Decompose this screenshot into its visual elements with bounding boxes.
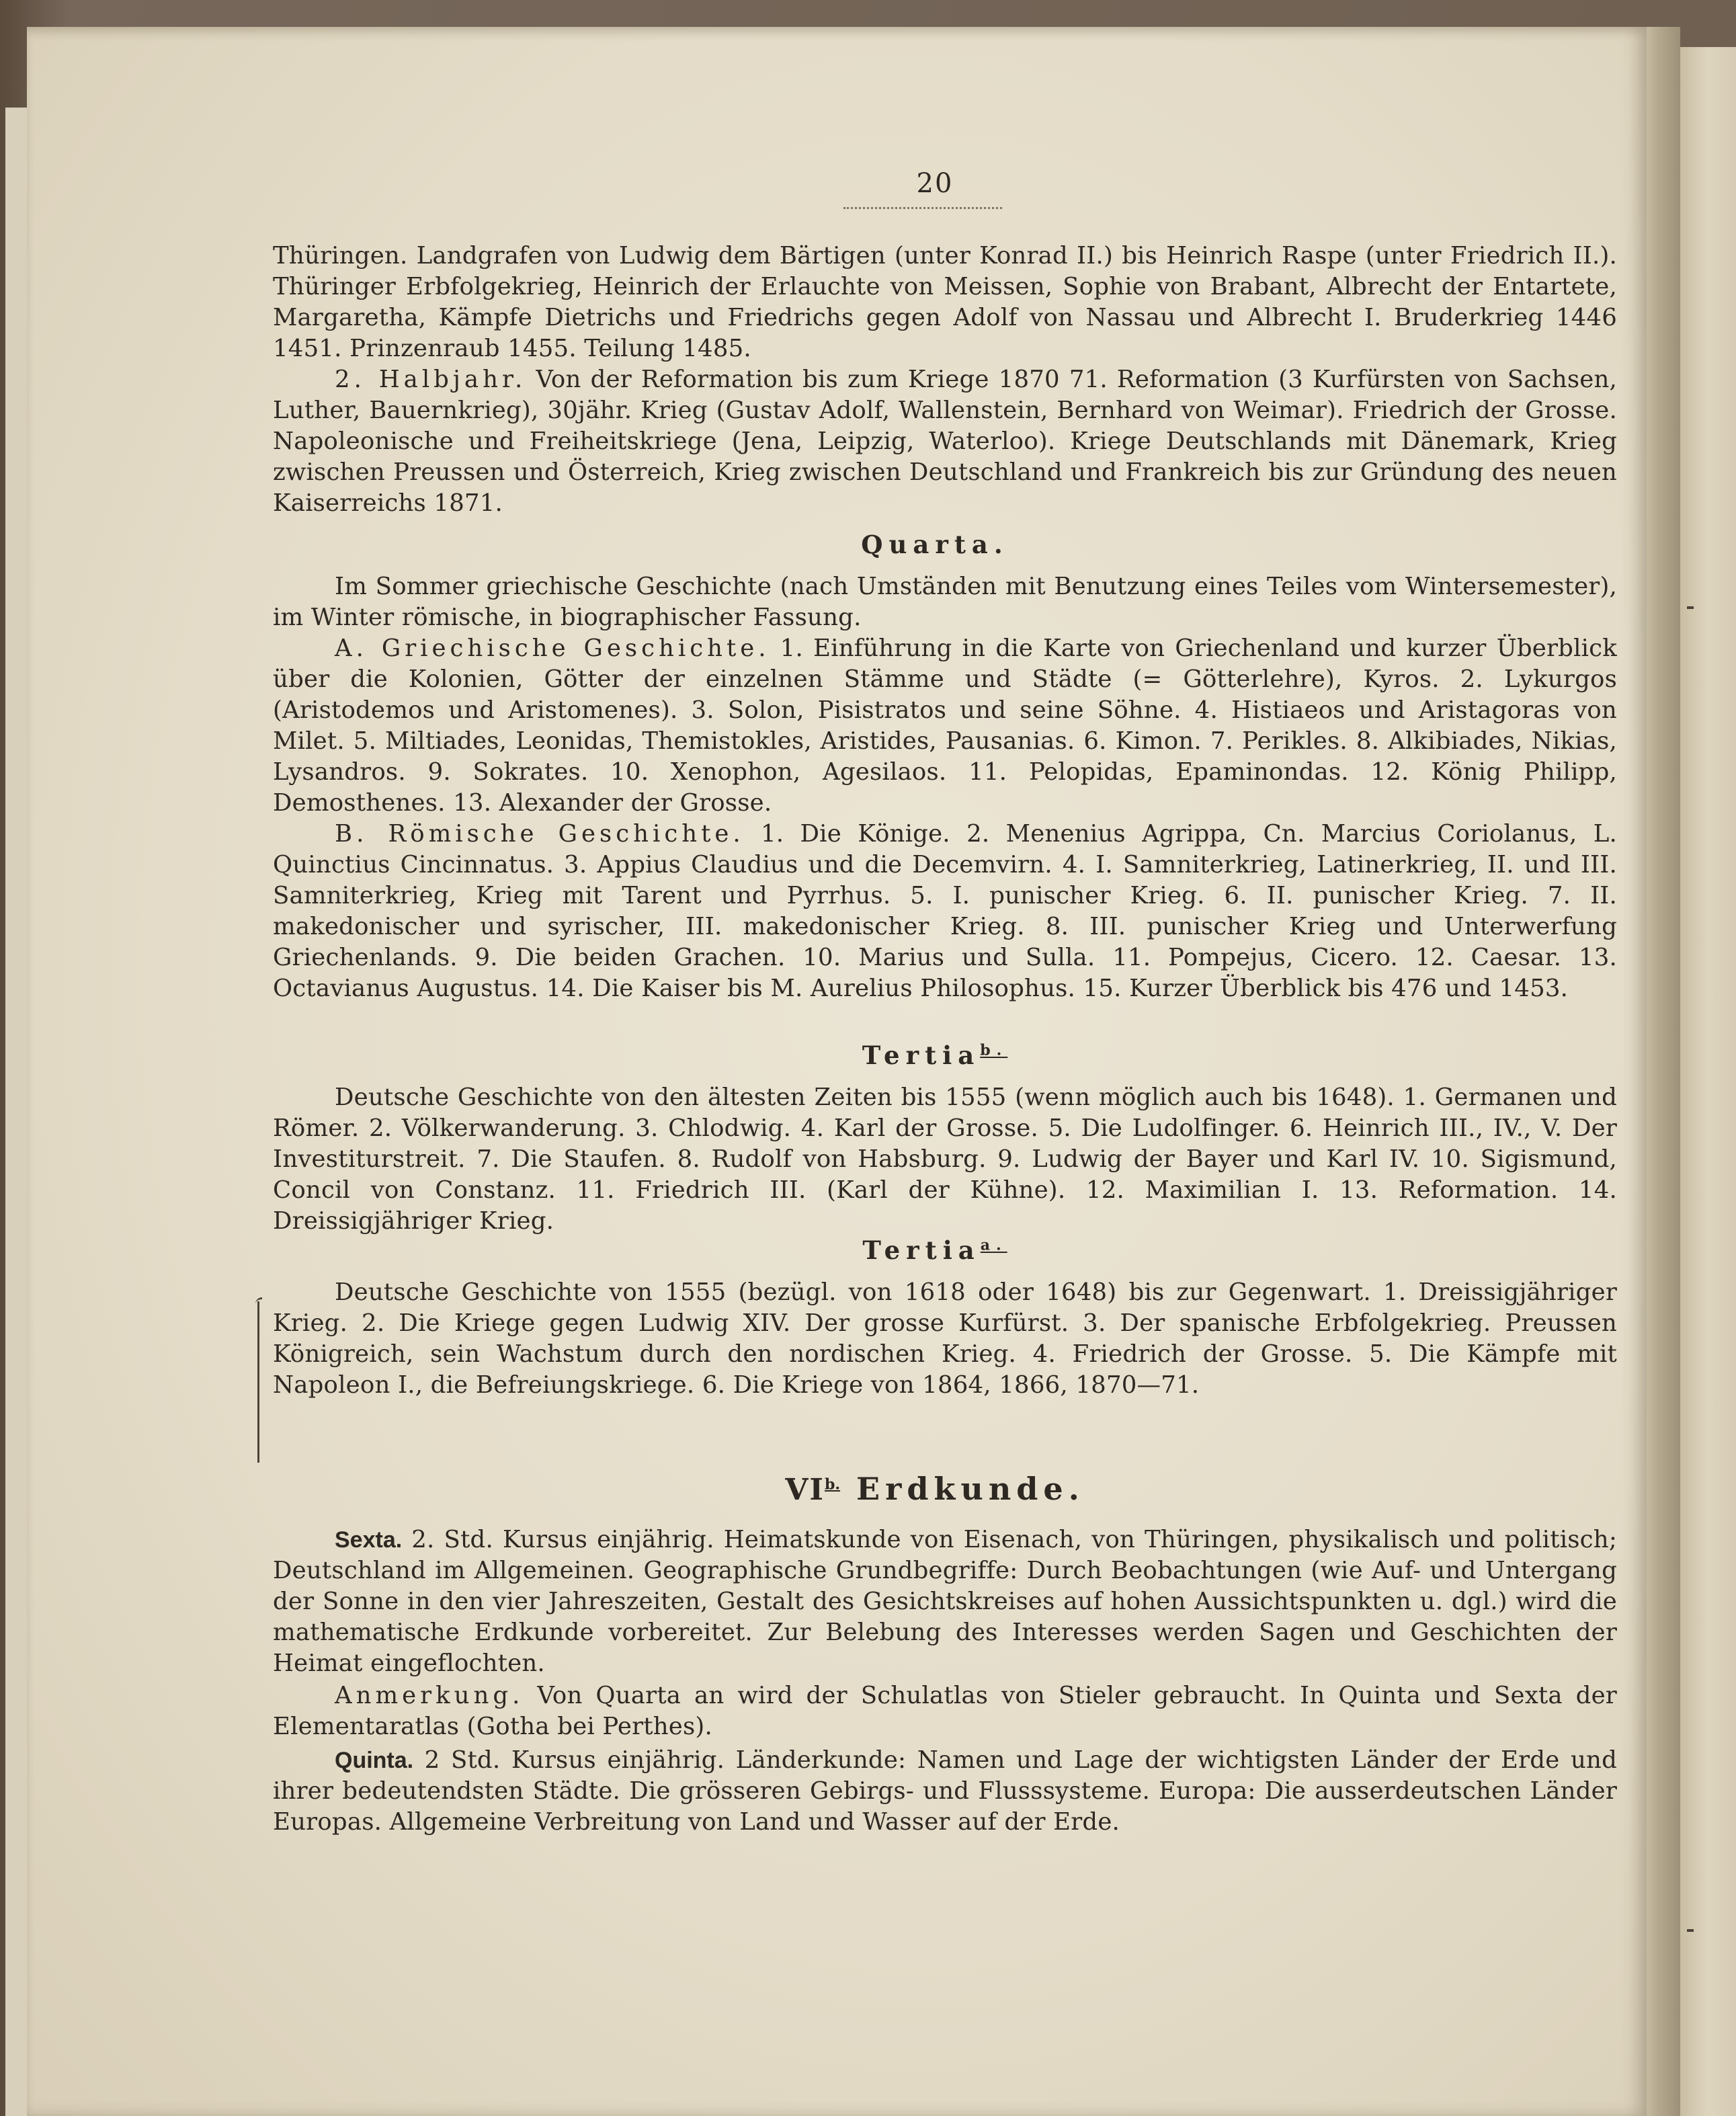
griechisch-text: 1. Einführung in die Karte von Griechenland und kurzer Überblick über die Kolonien, Götter der einzelnen Stämme und Städte (= Götterlehre), Kyros. 2. Lykurgos (Aristodemos und Aristomenes). 3. Solon, Pisistratos und seine Söhne. 4. Histiaeos und Aristagoras von Milet. 5. Miltiades, Leonidas, Themistokles, Aristides, Pausanias. 6. Kimon. 7. Perikles. 8. Alkibiades, Nikias, Lysandros. 9. Sokrates. 10. Xenophon, Agesilaos. 11. Pelopidas, Epaminondas. 12. König Philipp, Demosthenes. 13. Alexander der Grosse.	[273, 635, 1617, 817]
document-page	[27, 27, 1647, 2116]
margin-pencil-line	[257, 1301, 259, 1463]
sexta-text: 2. Std. Kursus einjährig. Heimatskunde von Eisenach, von Thüringen, physikalisch und politisch; Deutschland im Allgemeinen. Geographische Grundbegriffe: Durch Beobachtungen (wie Auf- und Untergang der Sonne in den vier Jahreszeiten, Gestalt des Gesichtskreises auf hohen Aussichtspunkten u. dgl.) wird die mathematische Erdkunde vorbereitet. Zur Belebung des Interesses werden Sagen und Geschichten der Heimat eingeflochten.	[273, 1526, 1617, 1677]
sexta-lead: Sexta.	[335, 1527, 403, 1553]
roemisch-text: 1. Die Könige. 2. Menenius Agrippa, Cn. Marcius Coriolanus, L. Quinctius Cincinnatus. 3. Appius Claudius und die Decemvirn. 4. I. Samniterkrieg, Latinerkrieg, II. und III. Samniterkrieg, Krieg mit Tarent und Pyrrhus. 5. I. punischer Krieg. 6. II. punischer Krieg. 7. II. makedonischer und syrischer, III. makedonischer Krieg. 8. III. punischer Krieg und Unterwerfung Griechenlands. 9. Die beiden Grachen. 10. Marius und Sulla. 11. Pompejus, Cicero. 12. Caesar. 13. Octavianus Augustus. 14. Die Kaiser bis M. Aurelius Philosophus. 15. Kurzer Überblick bis 476 und 1453.	[273, 820, 1617, 1002]
quinta-text: 2 Std. Kursus einjährig. Länderkunde: Namen und Lage der wichtigsten Länder der Erde und ihrer bedeutendsten Städte. Die grösseren Gebirgs- und Flusssysteme. Europa: Die ausserdeutschen Länder Europas. Allgemeine Verbreitung von Land und Wasser auf der Erde.	[273, 1746, 1617, 1836]
paragraph-quinta	[273, 1745, 1617, 1838]
paragraph-tertia-b: Deutsche Geschichte von den ältesten Zeiten bis 1555 (wenn möglich auch bis 1648). 1. Germanen und Römer. 2. Völkerwanderung. 3. Chlodwig. 4. Karl der Grosse. 5. Die Ludolfinger. 6. Heinrich III., IV., V. Der Investiturstreit. 7. Die Staufen. 8. Rudolf von Habsburg. 9. Ludwig der Bayer und Karl IV. 10. Sigismund, Concil von Constanz. 11. Friedrich III. (Karl der Kühne). 12. Maximilian I. 13. Reformation. 14. Dreissigjähriger Krieg.	[273, 1084, 1617, 1235]
edge-mark	[1687, 1929, 1694, 1932]
anmerkung-text: Von Quarta an wird der Schulatlas von Stieler gebraucht. In Quinta und Sexta der Elementaratlas (Gotha bei Perthes).	[273, 1682, 1617, 1740]
heading-tertia-b	[249, 1041, 1621, 1070]
section-title-erdkunde	[249, 1471, 1621, 1507]
paragraph-sexta	[273, 1524, 1617, 1679]
paragraph-tertia-a: Deutsche Geschichte von 1555 (bezügl. von 1618 oder 1648) bis zur Gegenwart. 1. Dreissigjähriger Krieg. 2. Die Kriege gegen Ludwig XIV. Der grosse Kurfürst. 3. Der spanische Erbfolgekrieg. Preussen Königreich, sein Wachstum durch den nordischen Krieg. 4. Friedrich der Grosse. 5. Die Kämpfe mit Napoleon I., die Befreiungskriege. 6. Die Kriege von 1864, 1866, 1870—71.	[273, 1278, 1617, 1399]
edge-mark	[1687, 606, 1694, 609]
anmerkung-lead: Anmerkung.	[335, 1682, 524, 1709]
paragraph-anmerkung	[273, 1680, 1617, 1742]
section-roman: VI	[785, 1473, 825, 1507]
tertia-a-label: Tertia	[862, 1235, 981, 1265]
paragraph-quarta-intro: Im Sommer griechische Geschichte (nach Umständen mit Benutzung eines Teiles vom Wintersemester), im Winter römische, in biographischer Fassung.	[273, 573, 1617, 631]
paragraph-thueringen: Thüringen. Landgrafen von Ludwig dem Bärtigen (unter Konrad II.) bis Heinrich Raspe (unter Friedrich II.). Thüringer Erbfolgekrieg, Heinrich der Erlauchte von Meissen, Sophie von Brabant, Albrecht der Entartete, Margaretha, Kämpfe Dietrichs und Friedrichs gegen Adolf von Nassau und Albrecht I. Bruderkrieg 1446 1451. Prinzenraub 1455. Teilung 1485.	[273, 242, 1617, 362]
heading-tertia-a	[249, 1235, 1621, 1265]
roemisch-lead: B. Römische Geschichte.	[335, 820, 745, 848]
facing-page-edge	[1680, 47, 1736, 2116]
tertia-b-label: Tertia	[862, 1041, 981, 1070]
section-main-title: Erdkunde.	[856, 1471, 1085, 1507]
griechisch-lead: A. Griechische Geschichte.	[335, 635, 770, 662]
heading-quarta: Quarta.	[861, 530, 1009, 559]
page-number: 20	[916, 168, 954, 199]
quinta-lead: Quinta.	[335, 1748, 414, 1773]
paragraph-halbjahr	[273, 364, 1617, 519]
halbjahr-text: Von der Reformation bis zum Kriege 1870 71. Reformation (3 Kurfürsten von Sachsen, Luther, Bauernkrieg), 30jähr. Krieg (Gustav Adolf, Wallenstein, Bernhard von Weimar). Friedrich der Grosse. Napoleonische und Freiheitskriege (Jena, Leipzig, Waterloo). Kriege Deutschlands mit Dänemark, Krieg zwischen Preussen und Österreich, Krieg zwischen Deutschland und Frankreich bis zur Gründung des neuen Kaiserreichs 1871.	[273, 366, 1617, 517]
page-number-ornament	[843, 207, 1002, 209]
tertia-b-sup: b.	[980, 1041, 1008, 1059]
halbjahr-lead: 2. Halbjahr.	[335, 366, 527, 393]
tertia-a-sup: a.	[980, 1236, 1007, 1254]
paragraph-quarta-roemisch	[273, 819, 1617, 1004]
paragraph-quarta-griechisch	[273, 633, 1617, 819]
section-roman-sup: b.	[825, 1475, 841, 1494]
